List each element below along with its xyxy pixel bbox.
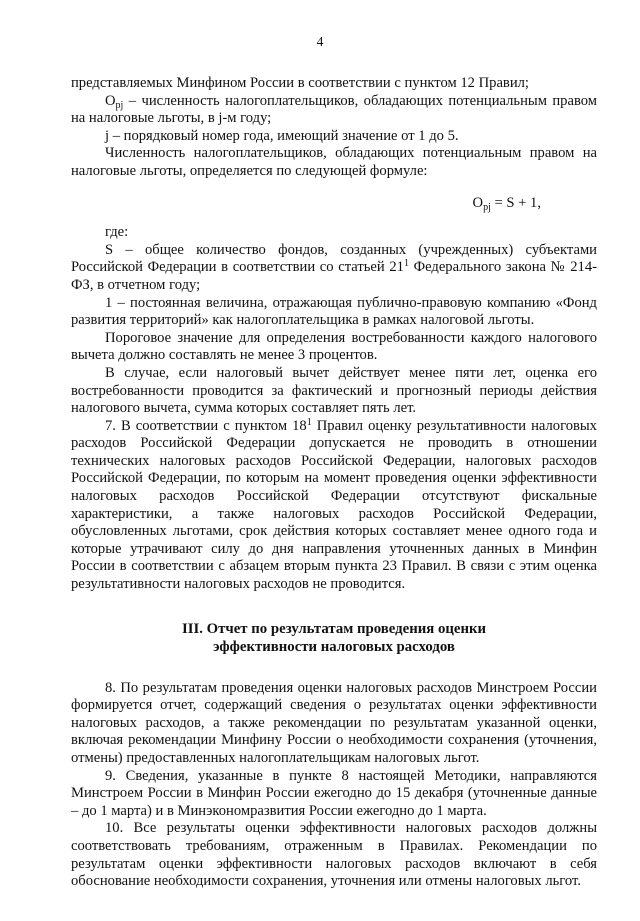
item-7-start: 7. В соответствии с пунктом 18 bbox=[105, 417, 307, 434]
formula bbox=[71, 195, 597, 213]
s-definition-text: S – общее количество фондов, созданных (учрежденных) субъектами Российской Федерации в соответствии со статьей 21 bbox=[71, 241, 597, 276]
paragraph-item-10: 10. Все результаты оценки эффективности налоговых расходов должны соответствовать требованиям, отраженным в Правилах. Рекомендации по результатам оценки эффективности налоговых расходов включают в себя обоснование необходимости сохранения, уточнения или отмены налоговых льгот. bbox=[71, 820, 597, 890]
paragraph-item-7 bbox=[71, 418, 597, 594]
article-superscript: 1 bbox=[403, 258, 409, 270]
section-heading bbox=[71, 620, 597, 656]
paragraph-formula-intro: Численность налогоплательщиков, обладающих потенциальным правом на налоговые льготы, определяется по следующей формуле: bbox=[71, 145, 597, 179]
section-heading-line-1: III. Отчет по результатам проведения оценки bbox=[181, 620, 487, 637]
variable-symbol: О bbox=[105, 92, 116, 109]
variable-subscript: pj bbox=[115, 99, 124, 111]
paragraph-item-9: 9. Сведения, указанные в пункте 8 настоящей Методики, направляются Минстроем России в Минфин России ежегодно до 15 декабря (уточненные данные – до 1 марта) и в Минэкономразвития России ежегодно до 1 марта. bbox=[71, 767, 597, 819]
page-number: 4 bbox=[316, 34, 324, 49]
paragraph-threshold: Пороговое значение для определения востребованности каждого налогового вычета должно составлять не менее 3 процентов. bbox=[71, 329, 597, 364]
item-7-superscript: 1 bbox=[306, 416, 312, 428]
paragraph-continuation: представляемых Минфином России в соответствии с пунктом 12 Правил; bbox=[71, 75, 529, 91]
paragraph-item-8: 8. По результатам проведения оценки налоговых расходов Минстроем России формируется отчет, содержащий сведения о результатах оценки эффективности налоговых расходов, а также рекомендации по результатам указанной оценки, включая рекомендации Минфину России о необходимости сохранения (уточнения, отмены) предоставленных налогоплательщикам налоговых льгот. bbox=[71, 679, 597, 766]
where-label: где: bbox=[105, 224, 129, 241]
paragraph-short-deduction: В случае, если налоговый вычет действует менее пяти лет, оценка его востребованности проводится за фактический и прогнозный периоды действия налогового вычета, сумма которых составляет пять лет. bbox=[71, 364, 597, 417]
variable-description: – численность налогоплательщиков, обладающих потенциальным правом на налоговые льготы, в j-м году; bbox=[71, 92, 597, 127]
paragraph-constant-definition: 1 – постоянная величина, отражающая публично-правовую компанию «Фонд развития территорий» как налогоплательщика в рамках налоговой льготы. bbox=[71, 294, 597, 329]
formula-rhs: = S + 1, bbox=[494, 194, 541, 211]
document-body bbox=[71, 75, 597, 891]
paragraph-year-index: j – порядковый номер года, имеющий значение от 1 до 5. bbox=[105, 127, 459, 144]
section-heading-line-2: эффективности налоговых расходов bbox=[213, 638, 455, 655]
item-7-rest: Правил оценку результативности налоговых расходов Российской Федерации допускается не проводить в отношении технических налоговых расходов Российской Федерации, налоговых расходов Российской Федерации, по которым на момент проведения оценки эффективности налоговых расходов Российской Федерации отсутствуют фискальные характеристики, а также налоговых расходов Российской Федерации, обусловленных льготами, срок действия которых составляет менее одного года и которые утрачивают силу до дня направления уточненных данных в Минфин России в соответствии с абзацем вторым пункта 23 Правил. В связи с этим оценка результативности налоговых расходов не проводится. bbox=[71, 417, 597, 593]
paragraph-s-definition bbox=[71, 242, 597, 295]
formula-symbol: О bbox=[472, 194, 484, 211]
formula-subscript: pj bbox=[483, 201, 491, 213]
s-definition-tail: Федерального закона № 214-ФЗ, в отчетном году; bbox=[71, 259, 597, 293]
paragraph-variable-definition bbox=[71, 93, 597, 128]
